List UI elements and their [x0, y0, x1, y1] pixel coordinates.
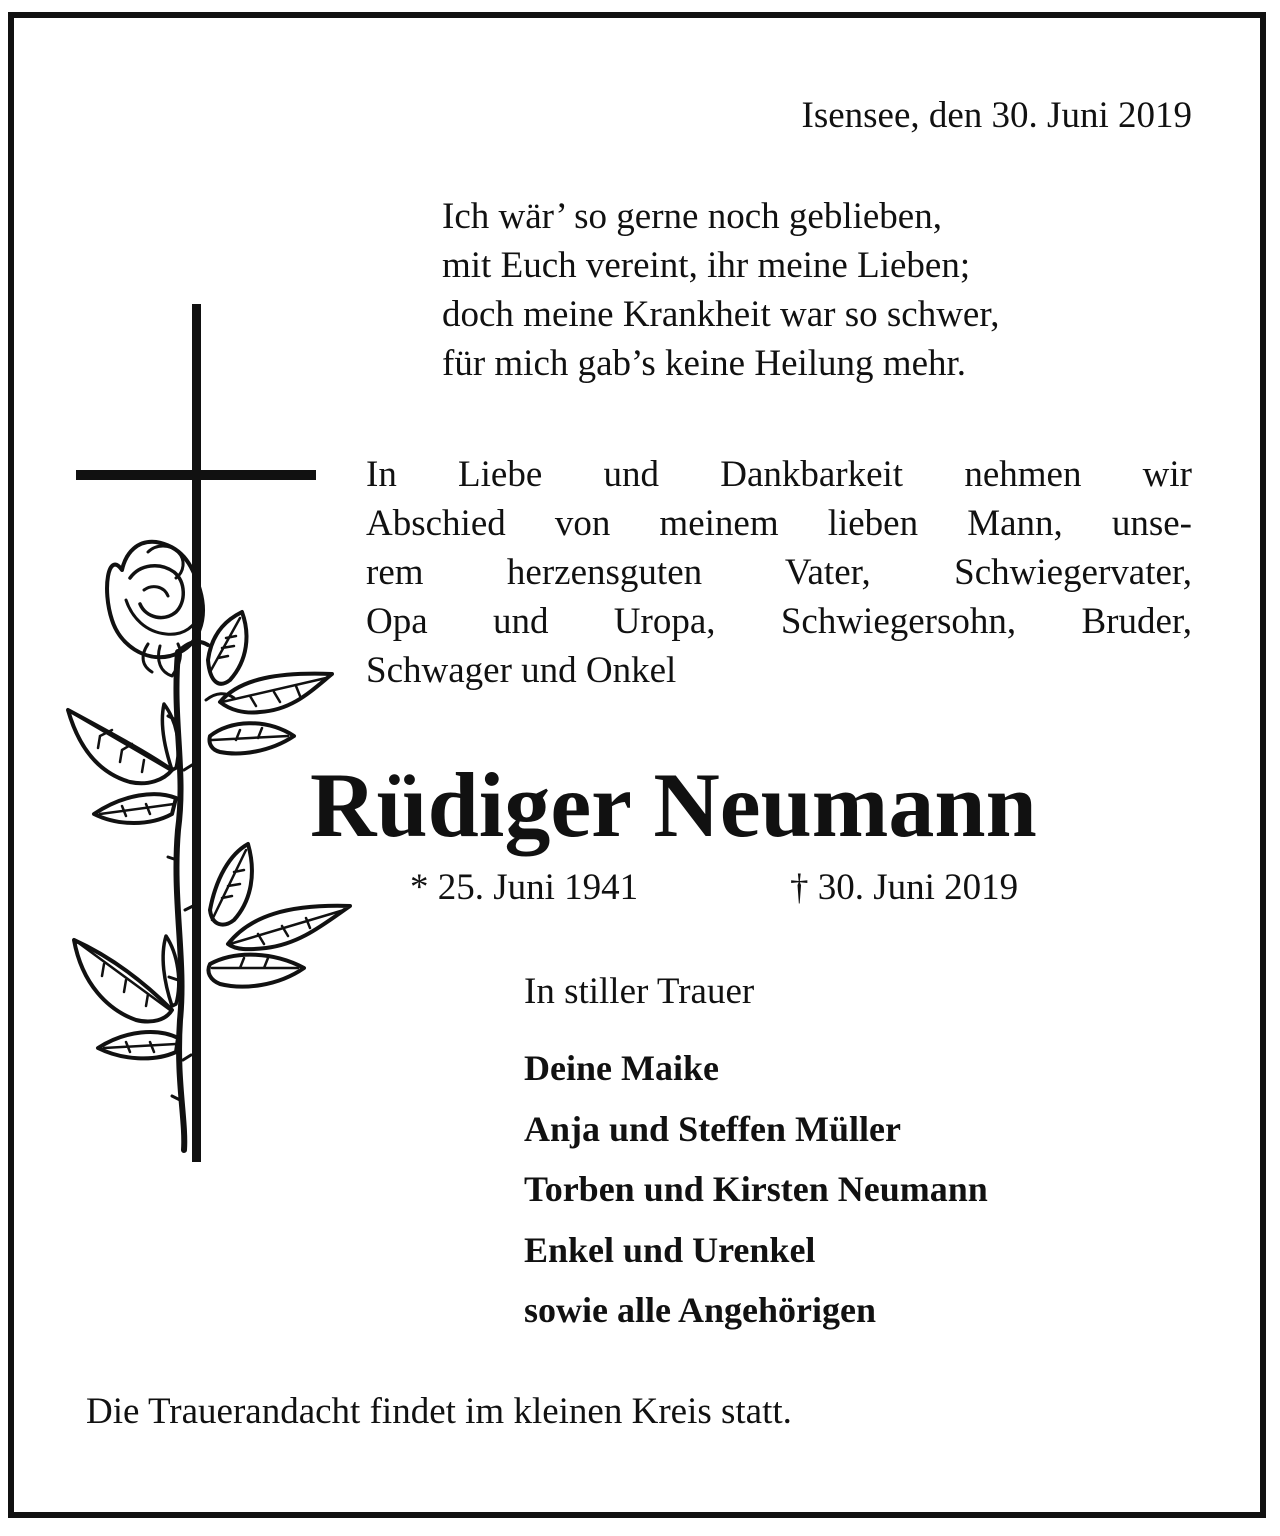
mourner-name: Deine Maike: [524, 1048, 719, 1088]
mourner-name: Anja und Steffen Müller: [524, 1108, 901, 1149]
poem-line: mit Euch vereint, ihr meine Lieben;: [442, 245, 971, 286]
intro-line: rem herzensguten Vater, Schwiegervater,: [366, 552, 1192, 593]
memorial-note: Die Trauerandacht findet im kleinen Kreis statt.: [86, 1391, 792, 1432]
intro-line: Abschied von meinem lieben Mann, unse-: [366, 503, 1192, 544]
mourner-name: sowie alle Angehörigen: [524, 1290, 876, 1330]
mourner-name: Enkel und Urenkel: [524, 1229, 816, 1270]
intro-line: In Liebe und Dankbarkeit nehmen wir: [366, 454, 1192, 495]
poem: [442, 192, 999, 388]
cross-with-rose-icon: [60, 300, 360, 1170]
intro-paragraph: [366, 450, 1192, 695]
mourning-heading: In stiller Trauer: [524, 971, 755, 1012]
poem-line: doch meine Krankheit war so schwer,: [442, 294, 1000, 335]
birth-date: * 25. Juni 1941: [410, 867, 639, 908]
death-date: † 30. Juni 2019: [790, 867, 1019, 908]
deceased-name: Rüdiger Neumann: [310, 754, 1037, 856]
mourner-name: Torben und Kirsten Neumann: [524, 1169, 988, 1209]
poem-line: für mich gab’s keine Heilung mehr.: [442, 343, 967, 384]
poem-line: Ich wär’ so gerne noch geblieben,: [442, 196, 942, 237]
place-date: Isensee, den 30. Juni 2019: [801, 95, 1192, 136]
intro-line: Schwager und Onkel: [366, 650, 677, 691]
mourners-list: [524, 1038, 988, 1341]
intro-line: Opa und Uropa, Schwiegersohn, Bruder,: [366, 601, 1192, 642]
